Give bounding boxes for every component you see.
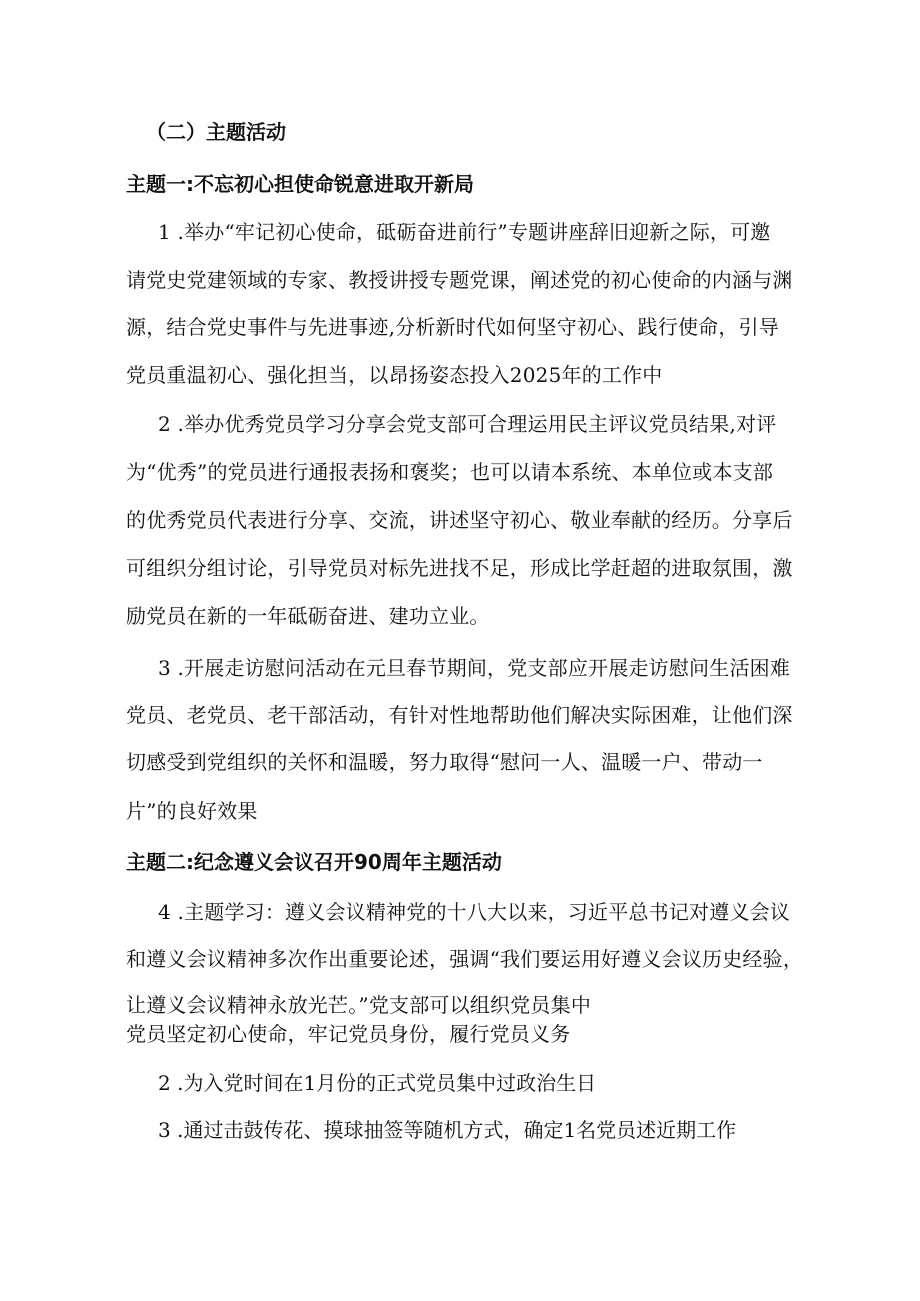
- paragraph-line: 请党史党建领域的专家、教授讲授专题党课，阐述党的初心使命的内涵与渊: [126, 268, 793, 292]
- paragraph-line: 让遵义会议精神永放光芒。”党支部可以组织党员集中: [126, 993, 592, 1017]
- theme2-item6: 3 .通过击鼓传花、摸球抽签等随机方式，确定1名党员述近期工作: [158, 1118, 737, 1142]
- paragraph-line: 党员、老党员、老干部活动，有针对性地帮助他们解决实际困难，让他们深: [126, 703, 793, 727]
- section-heading: （二）主题活动: [146, 120, 286, 144]
- paragraph-line: 为“优秀”的党员进行通报表扬和褒奖；也可以请本系统、本单位或本支部: [126, 460, 774, 484]
- paragraph-line: 源，结合党史事件与先进事迹,分析新时代如何坚守初心、践行使命，引导: [126, 315, 779, 339]
- paragraph-line: 可组织分组讨论，引导党员对标先进找不足，形成比学赶超的进取氛围，激: [126, 556, 793, 580]
- paragraph-line: 党员坚定初心使命，牢记党员身份，履行党员义务: [126, 1022, 571, 1046]
- theme1-title: 主题一:不忘初心担使命锐意进取开新局: [126, 172, 474, 196]
- paragraph-line: 和遵义会议精神多次作出重要论述，强调“我们要运用好遵义会议历史经验，: [126, 947, 804, 971]
- paragraph-line: 的优秀党员代表进行分享、交流，讲述坚守初心、敬业奉献的经历。分享后: [126, 508, 793, 532]
- paragraph-line: 片”的良好效果: [126, 799, 258, 823]
- paragraph-line: 1 .举办“牢记初心使命，砥砺奋进前行”专题讲座辞旧迎新之际，可邀: [158, 220, 771, 244]
- paragraph-line: 2 .举办优秀党员学习分享会党支部可合理运用民主评议党员结果,对评: [158, 412, 777, 436]
- paragraph-line: 3 .开展走访慰问活动在元旦春节期间，党支部应开展走访慰问生活困难: [158, 656, 791, 680]
- paragraph-line: 励党员在新的一年砥砺奋进、建功立业。: [126, 604, 490, 628]
- theme2-item5: 2 .为入党时间在1月份的正式党员集中过政治生日: [158, 1071, 597, 1095]
- paragraph-line: 党员重温初心、强化担当，以昂扬姿态投入2025年的工作中: [126, 363, 663, 387]
- paragraph-line: 切感受到党组织的关怀和温暖，努力取得“慰问一人、温暖一户、带动一: [126, 750, 763, 774]
- paragraph-line: 4 .主题学习：遵义会议精神党的十八大以来，习近平总书记对遵义会议: [158, 900, 791, 924]
- theme2-title: 主题二:纪念遵义会议召开90周年主题活动: [126, 850, 502, 874]
